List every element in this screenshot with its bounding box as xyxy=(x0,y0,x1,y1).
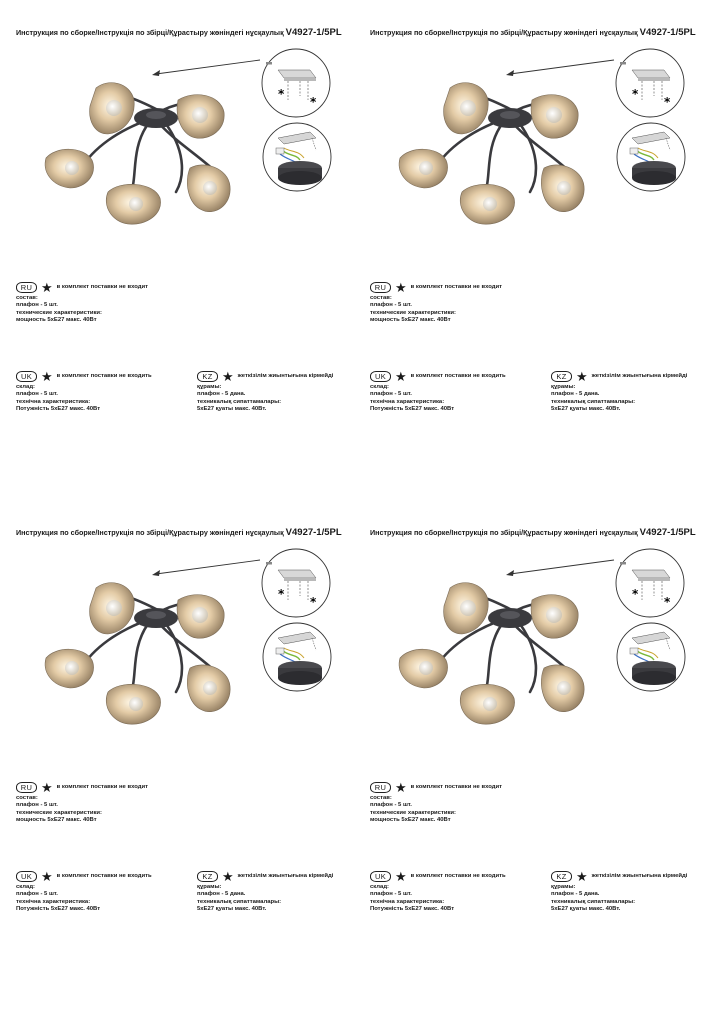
spec-line: технічна характеристика: xyxy=(370,898,445,905)
star-icon: ★ xyxy=(576,368,588,384)
svg-text:*: * xyxy=(664,95,671,109)
spec-line: плафон - 5 шт. xyxy=(16,891,58,898)
chandelier-illustration xyxy=(38,560,248,730)
language-badge: UK xyxy=(370,371,391,382)
page-title: Инструкция по сборке/Інструкція по збірці/Құрастыру жөніндегі нұсқаулық V4927-1/5PL xyxy=(16,27,342,38)
uk-section xyxy=(370,870,506,914)
language-badge: RU xyxy=(16,282,37,293)
language-badge: KZ xyxy=(551,871,572,882)
kz-section xyxy=(551,870,687,914)
star-icon: ★ xyxy=(576,868,588,884)
instruction-sheet xyxy=(16,20,356,510)
spec-line: техникалық сипаттамалары: xyxy=(551,398,636,405)
spec-line: мощность 5хЕ27 макс. 40Вт xyxy=(370,317,451,324)
svg-text:*: * xyxy=(278,87,285,101)
spec-line: плафон - 5 шт. xyxy=(16,391,58,398)
ru-section xyxy=(370,281,502,325)
spec-line: құрамы: xyxy=(197,384,222,390)
note-text: в комплект поставки не входить xyxy=(56,872,152,879)
ru-section xyxy=(16,781,148,825)
kz-section xyxy=(197,870,333,914)
star-icon: ★ xyxy=(41,868,53,884)
svg-text:*: * xyxy=(310,95,317,109)
note-text: в комплект поставки не входит xyxy=(410,283,502,290)
star-icon: ★ xyxy=(222,868,234,884)
star-icon: ★ xyxy=(41,779,53,795)
spec-line: мощность 5хЕ27 макс. 40Вт xyxy=(16,317,97,324)
uk-section xyxy=(16,370,152,414)
ru-section xyxy=(16,281,148,325)
spec-line: плафон - 5 шт. xyxy=(370,302,412,309)
star-icon: ★ xyxy=(395,368,407,384)
spec-line: технические характеристики: xyxy=(16,309,102,316)
spec-line: состав: xyxy=(16,795,38,801)
language-badge: UK xyxy=(16,871,37,882)
language-badge: UK xyxy=(16,371,37,382)
spec-line: плафон - 5 шт. xyxy=(370,802,412,809)
wiring-detail xyxy=(260,120,334,194)
spec-line: құрамы: xyxy=(551,884,576,890)
spec-line: склад: xyxy=(370,384,390,390)
instruction-sheet xyxy=(16,520,356,1010)
spec-line: склад: xyxy=(370,884,390,890)
spec-line: состав: xyxy=(370,295,392,301)
spec-line: плафон - 5 дана. xyxy=(197,391,246,398)
spec-line: плафон - 5 шт. xyxy=(370,891,412,898)
spec-line: Потужність 5хЕ27 макс. 40Вт xyxy=(370,906,455,913)
note-text: в комплект поставки не входит xyxy=(410,783,502,790)
spec-line: Потужність 5хЕ27 макс. 40Вт xyxy=(16,906,101,913)
spec-line: 5хЕ27 қуаты макс. 40Вт. xyxy=(197,406,267,413)
spec-line: технические характеристики: xyxy=(370,309,456,316)
page-title: Инструкция по сборке/Інструкція по збірці/Құрастыру жөніндегі нұсқаулық V4927-1/5PL xyxy=(370,527,696,538)
spec-line: техникалық сипаттамалары: xyxy=(551,898,636,905)
spec-line: 5хЕ27 қуаты макс. 40Вт. xyxy=(197,906,267,913)
spec-line: құрамы: xyxy=(551,384,576,390)
star-icon: ★ xyxy=(395,279,407,295)
spec-line: технічна характеристика: xyxy=(16,398,91,405)
note-text: жеткізілім жиынтығына кірмейді xyxy=(237,372,334,379)
spec-line: мощность 5хЕ27 макс. 40Вт xyxy=(370,817,451,824)
language-badge: RU xyxy=(16,782,37,793)
note-text: в комплект поставки не входить xyxy=(410,872,506,879)
page-title: Инструкция по сборке/Інструкція по збірці/Құрастыру жөніндегі нұсқаулық V4927-1/5PL xyxy=(16,527,342,538)
spec-line: мощность 5хЕ27 макс. 40Вт xyxy=(16,817,97,824)
language-badge: RU xyxy=(370,782,391,793)
mounting-bar-detail xyxy=(258,548,334,618)
ru-section xyxy=(370,781,502,825)
star-icon: ★ xyxy=(41,279,53,295)
kz-section xyxy=(197,370,333,414)
page-title: Инструкция по сборке/Інструкція по збірці/Құрастыру жөніндегі нұсқаулық V4927-1/5PL xyxy=(370,27,696,38)
language-badge: RU xyxy=(370,282,391,293)
uk-section xyxy=(370,370,506,414)
star-icon: ★ xyxy=(41,368,53,384)
mounting-bar-detail xyxy=(612,548,688,618)
spec-line: технічна характеристика: xyxy=(370,398,445,405)
spec-line: плафон - 5 дана. xyxy=(551,391,600,398)
note-text: в комплект поставки не входить xyxy=(56,372,152,379)
language-badge: KZ xyxy=(551,371,572,382)
note-text: в комплект поставки не входит xyxy=(56,783,148,790)
spec-line: құрамы: xyxy=(197,884,222,890)
spec-line: состав: xyxy=(16,295,38,301)
spec-line: плафон - 5 дана. xyxy=(197,891,246,898)
svg-text:*: * xyxy=(278,587,285,601)
spec-line: 5хЕ27 қуаты макс. 40Вт. xyxy=(551,406,621,413)
language-badge: UK xyxy=(370,871,391,882)
spec-line: склад: xyxy=(16,884,36,890)
language-badge: KZ xyxy=(197,871,218,882)
spec-line: состав: xyxy=(370,795,392,801)
svg-text:*: * xyxy=(632,587,639,601)
spec-line: технические характеристики: xyxy=(370,809,456,816)
spec-line: 5хЕ27 қуаты макс. 40Вт. xyxy=(551,906,621,913)
kz-section xyxy=(551,370,687,414)
uk-section xyxy=(16,870,152,914)
spec-line: техникалық сипаттамалары: xyxy=(197,398,282,405)
svg-text:*: * xyxy=(632,87,639,101)
note-text: жеткізілім жиынтығына кірмейді xyxy=(591,872,688,879)
svg-text:*: * xyxy=(310,595,317,609)
chandelier-illustration xyxy=(392,560,602,730)
spec-line: плафон - 5 шт. xyxy=(370,391,412,398)
mounting-bar-detail xyxy=(258,48,334,118)
wiring-detail xyxy=(614,620,688,694)
instruction-sheet xyxy=(370,520,707,1010)
svg-text:*: * xyxy=(664,595,671,609)
spec-line: склад: xyxy=(16,384,36,390)
spec-line: плафон - 5 шт. xyxy=(16,302,58,309)
spec-line: плафон - 5 дана. xyxy=(551,891,600,898)
mounting-bar-detail xyxy=(612,48,688,118)
chandelier-illustration xyxy=(38,60,248,230)
chandelier-illustration xyxy=(392,60,602,230)
star-icon: ★ xyxy=(395,779,407,795)
spec-line: Потужність 5хЕ27 макс. 40Вт xyxy=(16,406,101,413)
star-icon: ★ xyxy=(222,368,234,384)
language-badge: KZ xyxy=(197,371,218,382)
wiring-detail xyxy=(260,620,334,694)
note-text: в комплект поставки не входит xyxy=(56,283,148,290)
spec-line: плафон - 5 шт. xyxy=(16,802,58,809)
wiring-detail xyxy=(614,120,688,194)
spec-line: технические характеристики: xyxy=(16,809,102,816)
spec-line: технічна характеристика: xyxy=(16,898,91,905)
star-icon: ★ xyxy=(395,868,407,884)
spec-line: Потужність 5хЕ27 макс. 40Вт xyxy=(370,406,455,413)
spec-line: техникалық сипаттамалары: xyxy=(197,898,282,905)
instruction-sheet xyxy=(370,20,707,510)
note-text: жеткізілім жиынтығына кірмейді xyxy=(237,872,334,879)
note-text: в комплект поставки не входить xyxy=(410,372,506,379)
note-text: жеткізілім жиынтығына кірмейді xyxy=(591,372,688,379)
